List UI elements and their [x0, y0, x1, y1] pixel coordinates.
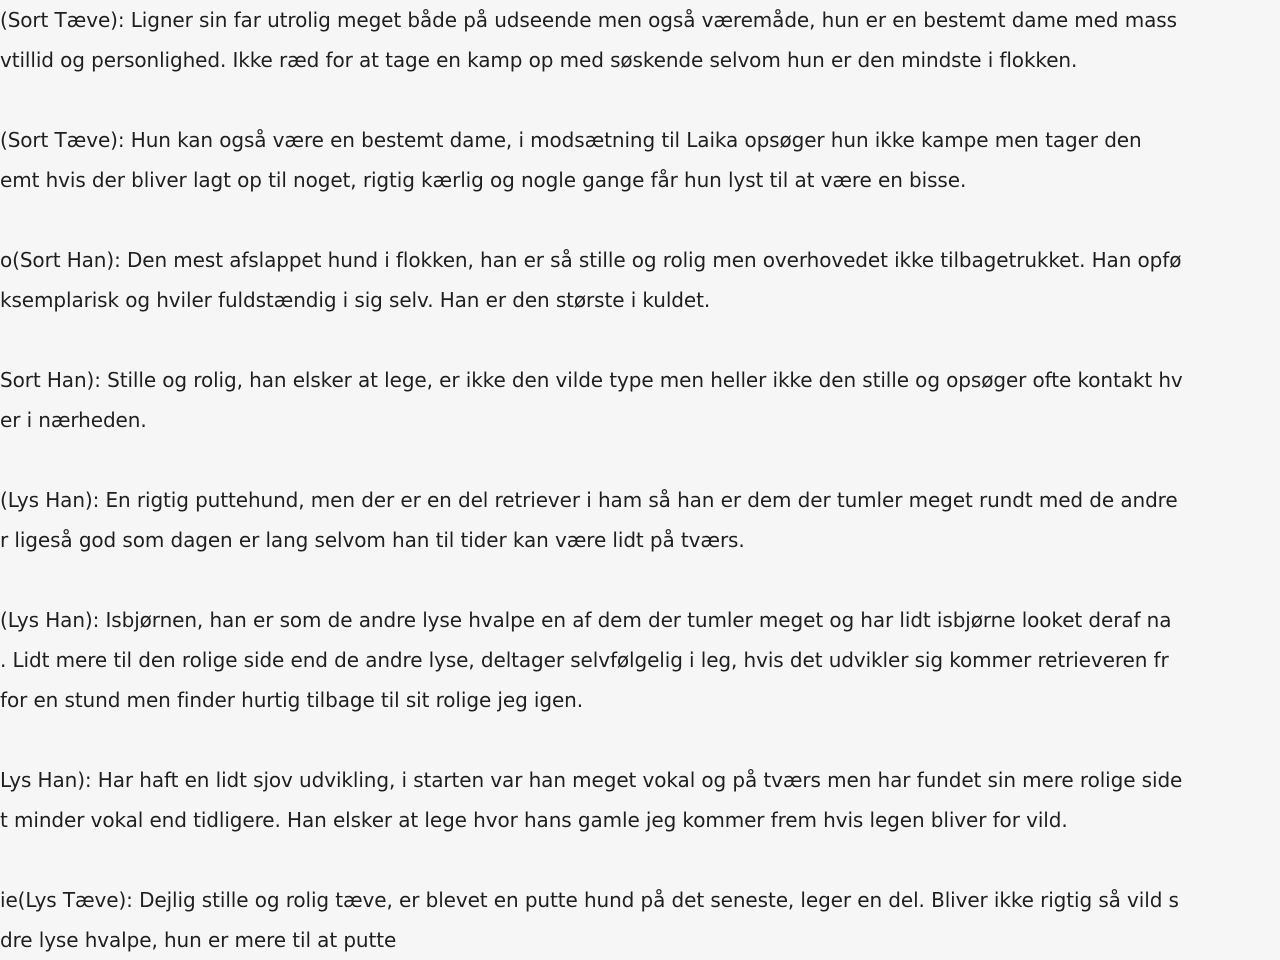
paragraph-line: emt hvis der bliver lagt op til noget, rigtig kærlig og nogle gange får hun lyst til at være en bisse. [0, 168, 967, 192]
paragraph-line: (Lys Han): Isbjørnen, han er som de andre lyse hvalpe en af dem der tumler meget og har lidt isbjørne looket deraf na [0, 608, 1172, 632]
paragraph-line: vtillid og personlighed. Ikke ræd for at tage en kamp op med søskende selvom hun er den mindste i flokken. [0, 48, 1078, 72]
puppy-description-7 [0, 760, 1280, 840]
paragraph-line: dre lyse hvalpe, hun er mere til at putte [0, 928, 397, 952]
puppy-description-6 [0, 600, 1280, 720]
paragraph-line: o(Sort Han): Den mest afslappet hund i flokken, han er så stille og rolig men overhovedet ikke tilbagetrukket. Han opfø [0, 248, 1182, 272]
paragraph-line: t minder vokal end tidligere. Han elsker at lege hvor hans gamle jeg kommer frem hvis legen bliver for vild. [0, 808, 1068, 832]
puppy-description-8 [0, 880, 1280, 960]
paragraph-line: (Sort Tæve): Hun kan også være en bestemt dame, i modsætning til Laika opsøger hun ikke kampe men tager den [0, 128, 1142, 152]
puppy-description-2 [0, 120, 1280, 200]
paragraph-line: ie(Lys Tæve): Dejlig stille og rolig tæve, er blevet en putte hund på det seneste, leger en del. Bliver ikke rigtig så vild s [0, 888, 1179, 912]
paragraph-line: r ligeså god som dagen er lang selvom han til tider kan være lidt på tværs. [0, 528, 745, 552]
paragraph-line: (Sort Tæve): Ligner sin far utrolig meget både på udseende men også væremåde, hun er en bestemt dame med mass [0, 8, 1177, 32]
puppy-description-4 [0, 360, 1280, 440]
paragraph-line: Sort Han): Stille og rolig, han elsker at lege, er ikke den vilde type men heller ikke den stille og opsøger ofte kontakt hv [0, 368, 1183, 392]
puppy-description-5 [0, 480, 1280, 560]
paragraph-line: for en stund men finder hurtig tilbage til sit rolige jeg igen. [0, 688, 584, 712]
puppy-description-3 [0, 240, 1280, 320]
paragraph-line: (Lys Han): En rigtig puttehund, men der er en del retriever i ham så han er dem der tumler meget rundt med de andre [0, 488, 1178, 512]
paragraph-line: Lys Han): Har haft en lidt sjov udvikling, i starten var han meget vokal og på tværs men har fundet sin mere rolige side [0, 768, 1183, 792]
paragraph-line: . Lidt mere til den rolige side end de andre lyse, deltager selvfølgelig i leg, hvis det udvikler sig kommer retrieveren fr [0, 648, 1169, 672]
paragraph-line: ksemplarisk og hviler fuldstændig i sig selv. Han er den største i kuldet. [0, 288, 711, 312]
paragraph-line: er i nærheden. [0, 408, 147, 432]
puppy-description-1 [0, 0, 1280, 80]
